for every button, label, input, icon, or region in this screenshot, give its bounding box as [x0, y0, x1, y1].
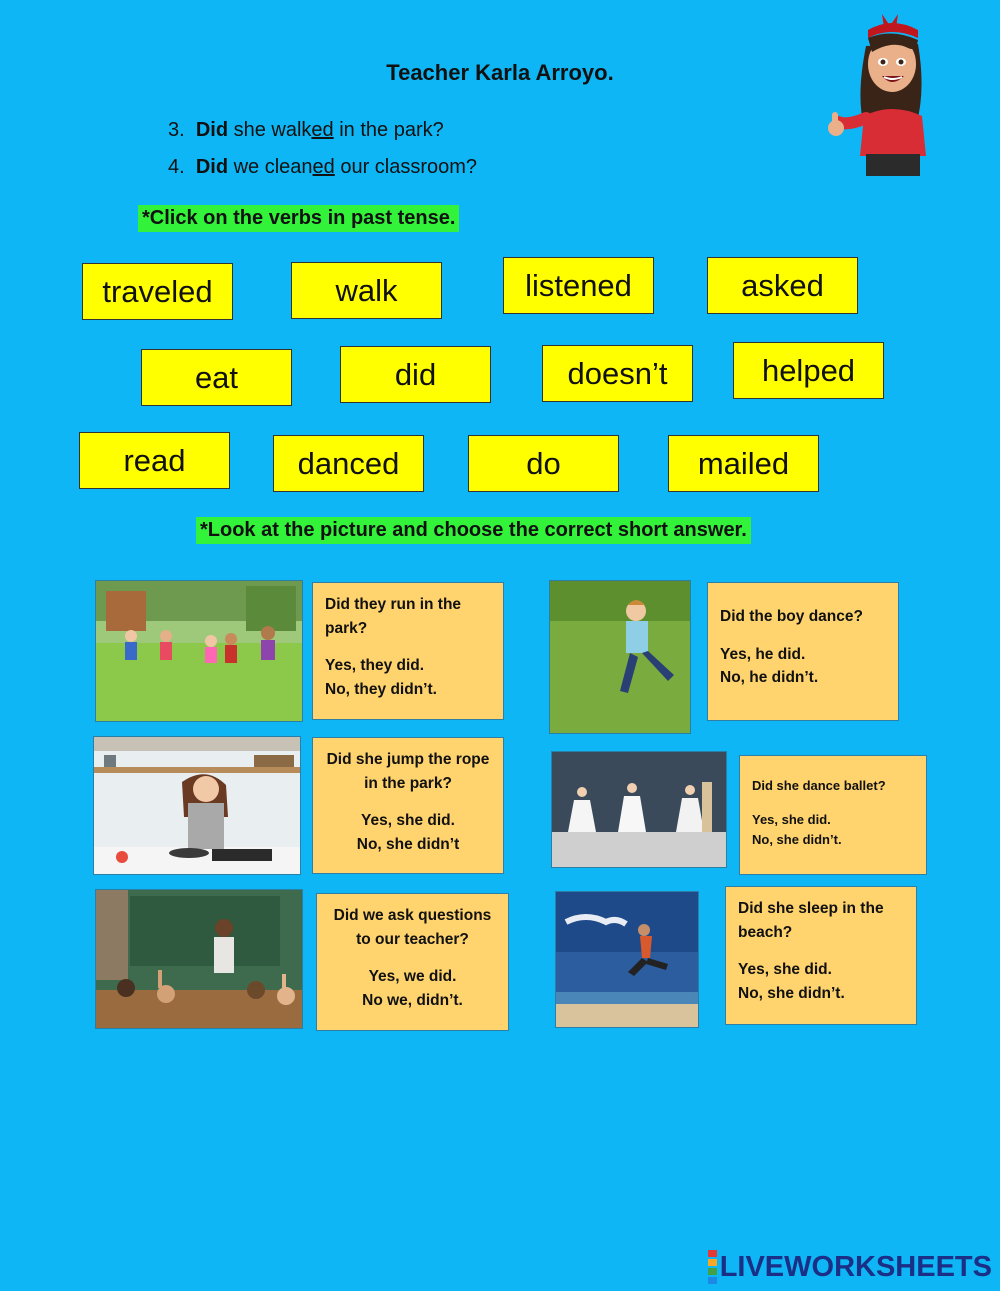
verb-box-read[interactable]: read: [79, 432, 230, 489]
card-question: Did the boy dance?: [720, 608, 863, 625]
verb-box-asked[interactable]: asked: [707, 257, 858, 314]
answer-yes[interactable]: Yes, she did.: [361, 812, 455, 829]
answer-yes[interactable]: Yes, she did.: [752, 812, 831, 827]
verb-box-do[interactable]: do: [468, 435, 619, 492]
page-title: Teacher Karla Arroyo.: [386, 60, 614, 85]
logo-text: LIVEWORKSHEETS: [719, 1250, 992, 1283]
photo-ballet-dancers: [551, 751, 727, 868]
answer-card-ballet: [739, 755, 927, 875]
answer-card-sleep-beach: [725, 886, 917, 1025]
answer-no[interactable]: No, she didn’t.: [752, 832, 842, 847]
answer-card-ask-questions: [316, 893, 509, 1031]
question-did: Did: [195, 156, 229, 178]
verb-box-did[interactable]: did: [340, 346, 491, 403]
answer-no[interactable]: No, they didn’t.: [325, 680, 437, 698]
card-question: in the park?: [364, 774, 452, 792]
question-line-3: [168, 119, 444, 142]
photo-boy-running: [549, 580, 691, 734]
question-number: 4.: [168, 156, 185, 178]
logo-icon: [708, 1249, 717, 1285]
card-question: Did she jump the rope: [326, 751, 490, 768]
question-number: 3.: [168, 119, 185, 141]
photo-classroom: [95, 889, 303, 1029]
answer-yes[interactable]: Yes, they did.: [325, 657, 425, 674]
verb-box-helped[interactable]: helped: [733, 342, 884, 399]
answer-card-run: [312, 582, 504, 720]
answer-yes[interactable]: Yes, she did.: [738, 961, 832, 978]
verb-box-traveled[interactable]: traveled: [82, 263, 233, 320]
card-question: Did she dance ballet?: [752, 778, 886, 793]
instruction-verbs: *Click on the verbs in past tense.: [138, 205, 459, 232]
card-question: beach?: [738, 923, 793, 941]
verb-box-listened[interactable]: listened: [503, 257, 654, 314]
verb-box-danced[interactable]: danced: [273, 435, 424, 492]
question-text: she walk: [228, 119, 312, 141]
card-question: to our teacher?: [356, 930, 469, 948]
photo-woman-jumping-beach: [555, 891, 699, 1028]
photo-woman-cooking: [93, 736, 301, 875]
question-did: Did: [195, 119, 229, 141]
answer-yes[interactable]: Yes, he did.: [720, 645, 806, 663]
verb-box-mailed[interactable]: mailed: [668, 435, 819, 492]
answer-no[interactable]: No, she didn’t.: [738, 984, 845, 1002]
answer-yes[interactable]: Yes, we did.: [368, 968, 457, 985]
card-question: park?: [325, 619, 368, 637]
answer-no[interactable]: No, she didn’t: [356, 835, 460, 853]
question-suffix: ed: [312, 156, 335, 178]
verb-box-walk[interactable]: walk: [291, 262, 442, 319]
card-question: Did she sleep in the: [738, 900, 884, 917]
question-text: our classroom?: [334, 156, 478, 178]
question-suffix: ed: [311, 119, 334, 141]
answer-card-boy-dance: [707, 582, 899, 721]
instruction-pictures: *Look at the picture and choose the correct short answer.: [196, 517, 751, 544]
answer-card-jump-rope: [312, 737, 504, 874]
question-text: we clean: [228, 156, 313, 178]
verb-box-eat[interactable]: eat: [141, 349, 292, 406]
liveworksheets-logo: [708, 1249, 992, 1285]
answer-no[interactable]: No, he didn’t.: [720, 669, 819, 686]
question-line-4: [168, 156, 477, 179]
card-question: Did we ask questions: [333, 907, 492, 924]
teacher-avatar-icon: [826, 6, 950, 176]
answer-no[interactable]: No we, didn’t.: [362, 991, 463, 1009]
verb-box-doesnt[interactable]: doesn’t: [542, 345, 693, 402]
card-question: Did they run in the: [325, 596, 462, 613]
photo-children-running: [95, 580, 303, 722]
question-text: in the park?: [333, 119, 444, 141]
